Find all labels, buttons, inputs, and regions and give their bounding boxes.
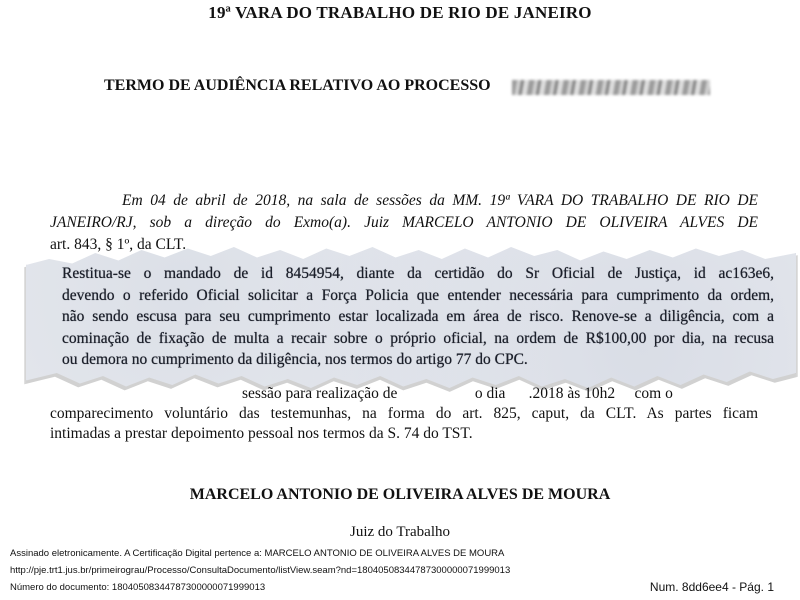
continuation-line-1: sessão para realização de o dia .2018 às 10h2 com o: [242, 385, 673, 402]
continuation-line-2: comparecimento voluntário das testemunhas, na forma do art. 825, caput, da CLT. As partes ficam: [50, 405, 758, 422]
decision-text: [62, 263, 774, 371]
decision-line: devendo o referido Oficial solicitar a Força Policia que entender necessária para cumprimento da ordem,: [62, 286, 774, 304]
hearing-term-title: TERMO DE AUDIÊNCIA RELATIVO AO PROCESSO: [104, 77, 491, 94]
opening-line-2: JANEIRO/RJ, sob a direção do Exmo(a). Juiz MARCELO ANTONIO DE OLIVEIRA ALVES DE: [50, 214, 758, 231]
opening-line-1: Em 04 de abril de 2018, na sala de sessões da MM. 19ª VARA DO TRABALHO DE RIO DE: [122, 192, 758, 209]
judge-role: Juiz do Trabalho: [349, 524, 450, 540]
court-title: 19ª VARA DO TRABALHO DE RIO DE JANEIRO: [208, 3, 592, 22]
decision-line: ou demora no cumprimento da diligência, nos termos do artigo 77 do CPC.: [62, 351, 528, 368]
continuation-line-3: intimadas a prestar depoimento pessoal nos termos da S. 74 do TST.: [50, 425, 473, 442]
decision-line: não sendo escusa para seu cumprimento estar localizada em área de risco. Renove-se a diligência, com a: [62, 308, 774, 325]
document-number: Número do documento: 18040508344787300000071999013: [10, 582, 266, 593]
opening-line-3: art. 843, § 1º, da CLT.: [50, 236, 187, 253]
decision-line: Restitua-se o mandado de id 8454954, diante da certidão do Sr Oficial de Justiça, id ac163e6,: [62, 265, 774, 282]
opening-paragraph: [50, 190, 758, 234]
digital-signature-note: Assinado eletronicamente. A Certificação Digital pertence a: MARCELO ANTONIO DE OLIVEIRA ALVES DE MOURA: [10, 548, 505, 559]
document-url[interactable]: http://pje.trt1.jus.br/primeirograu/Processo/ConsultaDocumento/listView.seam?nd=18040508344787300000071999013: [10, 565, 511, 576]
redacted-process-number: [512, 80, 710, 95]
decision-line: cominação de fixação de multa a recair sobre o próprio oficial, na ordem de R$100,00 por dia, na recusa: [62, 329, 774, 347]
judge-name: MARCELO ANTONIO DE OLIVEIRA ALVES DE MOURA: [189, 486, 611, 503]
continuation-paragraph: [50, 384, 758, 444]
page-number: Num. 8dd6ee4 - Pág. 1: [649, 580, 774, 594]
